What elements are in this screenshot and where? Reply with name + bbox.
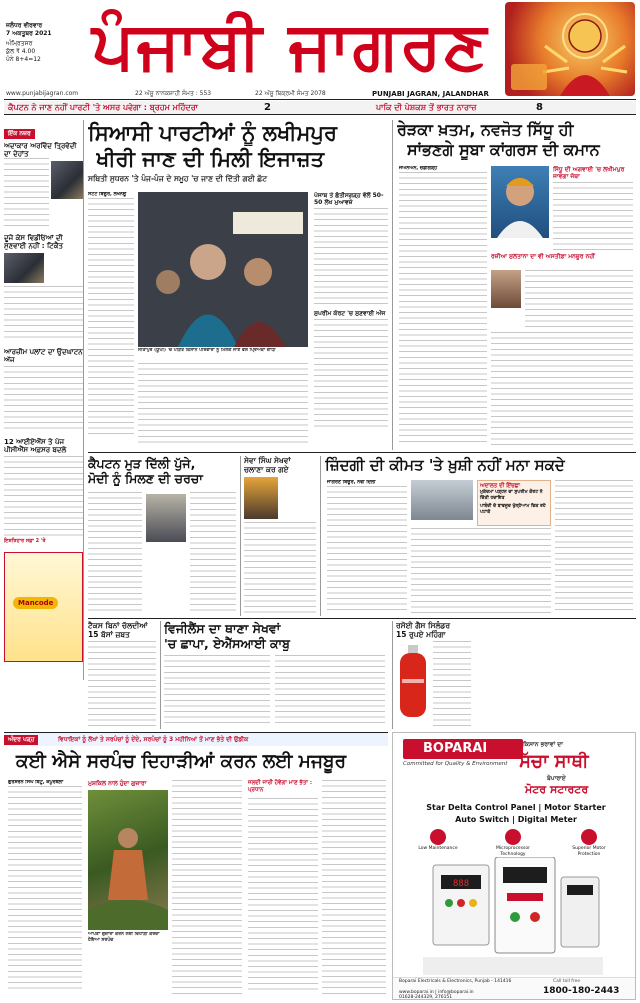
bus-headline-1[interactable]: ਟੈਕਸ ਬਿਨਾਂ ਚੱਲਦੀਆਂ: [88, 621, 148, 630]
masthead: [0, 0, 640, 100]
court-box-item-2: ਪਾਬੰਦੀ ਦੇ ਬਾਵਜੂਦ ਖੁੱਲ੍ਹੇਆਮ ਵਿਕ ਰਹੇ ਪਟਾਕੇ: [480, 504, 546, 515]
ad-web-url[interactable]: www.boparai.in: [399, 990, 434, 995]
edition-pages: ਪੰਨੇ 8+4=12: [6, 56, 41, 63]
razia-photo: [491, 270, 521, 308]
sarpanch-story: [4, 750, 388, 998]
sarpanch-sub-2[interactable]: ਜਲਦੀ ਜਾਰੀ ਹੋਵੇਗਾ ਮਾਣ ਭੱਤਾ : ਪ੍ਰਧਾਨ: [248, 780, 313, 793]
sidebar-headline-3[interactable]: ਆਰਜ਼ੀਮ ਪਲਾਂਟ ਦਾ ਉਦਘਾਟਨ ਅੱਜ: [4, 348, 83, 364]
bottom-banner-text[interactable]: ਵਿਧਾਇਕਾਂ ਨੂੰ ਲੱਖਾਂ ਤੇ ਸਰਪੰਚਾਂ ਨੂੰ ਦੇਂਦੇ, ਸਰਪੰਚਾਂ ਨੂੰ 3 ਮਹੀਨਿਆਂ ਤੋਂ ਮਾਣ ਭੱਤੇ ਦੀ ਉਡੀਕ: [58, 736, 249, 743]
ad-web: www.boparai.in | info@boparai.in: [399, 990, 474, 995]
website-url[interactable]: www.punjabijagran.com: [6, 90, 79, 97]
ad-feature-2-label: Microprocessor Technology: [495, 846, 530, 857]
edition-city: ਅੰਮ੍ਰਿਤਸਰ: [6, 40, 33, 47]
gas-headline-1[interactable]: ਰਸੋਈ ਗੈਸ ਸਿਲੰਡਰ: [396, 621, 451, 630]
vigilance-headline-1[interactable]: ਵਿਜੀਲੈਂਸ ਦਾ ਥਾਣਾ ਸੇਖਵਾਂ: [164, 621, 281, 636]
ticker-bar: [4, 101, 636, 115]
ad-pun-4: ਮੋਟਰ ਸਟਾਰਟਰ: [525, 783, 589, 796]
sarpanch-sub-1[interactable]: ਮੁਸ਼ਕਿਲ ਨਾਲ ਹੁੰਦਾ ਗੁਜ਼ਾਰਾ: [88, 780, 147, 787]
sidhu-story: [392, 120, 636, 450]
ad-logo: [403, 739, 523, 759]
lead-photo: [138, 192, 308, 347]
court-photo: [411, 480, 473, 520]
sarpanch-body-2: [172, 780, 242, 994]
ticker-right[interactable]: ਪਾਕਿ ਦੀ ਪੇਸ਼ਕਸ਼ ਤੋਂ ਭਾਰਤ ਨਾਰਾਜ਼: [376, 103, 477, 112]
farmer-photo-icon: [88, 790, 168, 930]
lead-side-body-1: [314, 208, 388, 304]
boparai-ad[interactable]: [392, 732, 636, 1000]
lead-side-1[interactable]: ਪੰਜਾਬ ਤੇ ਛੱਤੀਸਗੜ੍ਹ ਵੱਲੋਂ 50-50 ਲੱਖ ਮੁਆਵਜ਼ੇ: [314, 192, 384, 206]
crowd-photo-icon: [138, 192, 308, 347]
court-headline[interactable]: ਜ਼ਿੰਦਗੀ ਦੀ ਕੀਮਤ 'ਤੇ ਖ਼ੁਸ਼ੀ ਨਹੀਂ ਮਨਾ ਸਕਦੇ: [325, 456, 565, 474]
sidebar-section-label: ਇੱਕ ਨਜ਼ਰ: [4, 129, 35, 139]
row-rule-2: [88, 618, 636, 619]
lead-body: [88, 192, 134, 442]
sidebar-headline-1[interactable]: ਅਦਾਕਾਰ ਅਰਵਿੰਦ ਤ੍ਰਿਵੇਦੀ ਦਾ ਦੇਹਾਂਤ: [4, 142, 77, 158]
court-story: [320, 456, 636, 616]
low-maintenance-icon: [430, 829, 446, 845]
ticker-right-page: 8: [536, 102, 543, 113]
sarpanch-photo: [88, 790, 168, 930]
festival-artwork: [505, 2, 635, 96]
sarpanch-body: [8, 780, 82, 994]
court-box: [477, 480, 551, 526]
sidhu-headline-1[interactable]: ਰੇੜਕਾ ਖ਼ਤਮ, ਨਵਜੋਤ ਸਿੱਧੂ ਹੀ: [397, 120, 574, 139]
sarpanch-body-4: [322, 780, 386, 994]
lead-side-body-2: [314, 319, 388, 429]
sidhu-side-1[interactable]: ਸਿੱਧੂ ਦੀ ਅਗਵਾਈ 'ਚ ਲਖੀਮਪੁਰ ਜਾਵੇਗਾ ਜੱਥਾ: [553, 166, 625, 180]
ad-email[interactable]: info@boparai.in: [438, 990, 474, 995]
sarpanch-caption: ਆਪਣਾ ਗੁਜ਼ਾਰਾ ਕਰਨ ਲਈ ਦਿਹਾੜੀ ਕਰਦਾ ਹੋਇਆ ਸਰਪੰਚ: [88, 932, 160, 943]
sidebar-continue[interactable]: ਇਸ਼ਤਿਹਾਰ ਸਫ਼ਾ 2 'ਤੇ: [4, 538, 46, 544]
sidhu-side-2[interactable]: ਰਜ਼ੀਆ ਸੁਲਤਾਨਾ ਦਾ ਵੀ ਅਸਤੀਫ਼ਾ ਮਨਜ਼ੂਰ ਨਹੀਂ: [491, 253, 595, 260]
sidebar: [4, 120, 84, 680]
sidebar-ad[interactable]: [4, 552, 83, 662]
ticker-left-page: 2: [264, 102, 271, 113]
sidhu-dateline: ਜੇਐੱਨਐੱਨ, ਚੰਡੀਗੜ੍ਹ: [399, 166, 438, 171]
edition-day: ਜਲੰਧਰ ਵੀਰਵਾਰ: [6, 22, 43, 29]
microprocessor-icon: [505, 829, 521, 845]
svg-text:888: 888: [452, 879, 470, 889]
sidebar-headline-4[interactable]: 12 ਆਈਏਐੱਸ ਤੇ ਪੰਜ ਪੀਸੀਐੱਸ ਅਫ਼ਸਰ ਬਦਲੇ: [4, 438, 67, 454]
bus-body: [88, 641, 156, 727]
bus-story: [88, 621, 156, 729]
lead-deck: ਸਥਿਤੀ ਸੁਧਰਨ 'ਤੇ ਪੰਜ-ਪੰਜ ਦੇ ਸਮੂਹ 'ਚ ਜਾਣ ਦੀ ਦਿੱਤੀ ਗਈ ਛੋਟ: [88, 174, 268, 183]
sidhu-side-1-wrap: [553, 166, 633, 252]
sarpanch-body-3: [248, 798, 318, 994]
sidebar-headline-2[interactable]: ਦੂਜੇ ਕੇਸ ਵਿਡੀਓਆਂ ਦੀ ਸੁਣਵਾਈ ਨਹੀਂ : ਟਿਕੈਤ: [4, 234, 63, 250]
samvat-1: 22 ਅੱਸੂ ਨਾਨਕਸ਼ਾਹੀ ਸੰਮਤ : 553: [135, 90, 212, 97]
court-box-title: ਅਦਾਲਤ ਦੀ ਇੱਚਛਾ: [480, 483, 520, 489]
ad-feature-3: [561, 829, 617, 857]
ticker-rule: [4, 99, 636, 100]
ad-feature-3-label: Superior Motor Protection: [572, 846, 606, 857]
ad-products-2: Auto Switch | Digital Meter: [455, 815, 577, 824]
lead-body-2: [138, 363, 308, 443]
bus-headline-2[interactable]: 15 ਬੱਸਾਂ ਜ਼ਬਤ: [88, 630, 130, 639]
deity-illustration-icon: [505, 2, 635, 96]
ad-tollfree[interactable]: 1800-180-2443: [543, 986, 620, 996]
sidebar-body-2: [4, 286, 83, 342]
samvat-2: 22 ਅੱਸੂ ਬਿਕ੍ਰਮੀ ਸੰਮਤ 2078: [255, 90, 326, 97]
captain-headline-1[interactable]: ਕੈਪਟਨ ਮੁੜ ਦਿੱਲੀ ਪੁੱਜੇ,: [88, 456, 196, 471]
edition-info: [6, 22, 76, 64]
sarpanch-dateline: ਗੁਰਸ਼ਰਨ ਸਿੰਘ ਬਿੱਟੂ, ਕਪੂਰਥਲਾ: [8, 780, 64, 785]
ad-tollfree-label: Call toll free: [553, 979, 581, 984]
motor-protection-icon: [581, 829, 597, 845]
edition-price: ਕੁੱਲ ₹ 4.00: [6, 48, 36, 55]
captain-body: [88, 492, 142, 614]
bottom-banner: [4, 732, 388, 746]
ad-footer: [393, 977, 636, 1000]
court-body-3: [555, 480, 633, 614]
vigilance-headline-2[interactable]: 'ਚ ਛਾਪਾ, ਏਐੱਸਆਈ ਕਾਬੂ: [164, 636, 290, 651]
lead-headline-1[interactable]: ਸਿਆਸੀ ਪਾਰਟੀਆਂ ਨੂੰ ਲਖੀਮਪੁਰ: [88, 121, 337, 145]
sewa-story: [240, 456, 316, 616]
sewa-headline-1[interactable]: ਸੇਵਾ ਸਿੰਘ ਸੇਖਵਾਂ: [244, 456, 291, 465]
gas-body: [433, 641, 471, 727]
sidhu-side-body-2: [525, 270, 633, 328]
ticker-left[interactable]: ਕੈਪਟਨ ਨੇ ਜਾਣ ਨਹੀਂ ਪਾਰਟੀ 'ਤੇ ਅਸਰ ਪਵੇਗਾ : ਬ੍ਰਹਮ ਮਹਿੰਦਰਾ: [8, 103, 198, 112]
ad-feature-1-label: Low Maintenance: [418, 846, 458, 851]
lead-headline-2[interactable]: ਖੀਰੀ ਜਾਣ ਦੀ ਮਿਲੀ ਇਜਾਜ਼ਤ: [96, 147, 325, 171]
gas-story: [392, 621, 472, 729]
edition-date: 7 ਅਕਤੂਬਰ 2021: [6, 30, 52, 37]
lead-story: [88, 120, 388, 450]
sidhu-side-body-1: [553, 182, 633, 252]
sidebar-photo-1: [51, 161, 83, 199]
court-dateline: ਜਾਗਰਣ ਬਿਊਰੋ, ਨਵੀਂ ਦਿੱਲੀ: [327, 480, 376, 485]
sidhu-body-2: [491, 332, 633, 446]
sewa-photo: [244, 477, 278, 519]
sidebar-ad-brand: Mancode: [13, 597, 58, 609]
ad-pun-1: ਕਿਸਾਨ ਭਰਾਵਾਂ ਦਾ: [523, 741, 563, 748]
ad-feature-2: [485, 829, 541, 857]
lead-side: [314, 192, 388, 442]
ad-tagline: Committed for Quality & Environment: [403, 761, 508, 767]
sidebar-body-3: [4, 366, 83, 432]
court-box-item-1: ਮੁਕੱਦਮਾ ਪੜ੍ਹਨ ਦਾ ਸੁਪਰੀਮ ਕੋਰਟ ਨੇ ਦਿੱਤੀ ਹਦਾਇਤ: [480, 490, 543, 501]
ad-products-1: Star Delta Control Panel | Motor Starter: [426, 803, 606, 812]
vigilance-body-2: [275, 655, 385, 727]
sidebar-body-4: [4, 456, 83, 536]
sidebar-photo-2: [4, 253, 44, 283]
gas-headline-2[interactable]: 15 ਰੁਪਏ ਮਹਿੰਗਾ: [396, 630, 446, 639]
lead-side-2[interactable]: ਸੁਪਰੀਮ ਕੋਰਟ 'ਚ ਸੁਣਵਾਈ ਅੱਜ: [314, 310, 386, 317]
ad-feature-1: [413, 829, 463, 852]
ad-brand: BOPARAI: [423, 741, 488, 756]
bottom-tag: ਅੰਦਰ ਪੜ੍ਹ: [4, 735, 38, 745]
sarpanch-headline[interactable]: ਕਈ ਐਸੇ ਸਰਪੰਚ ਦਿਹਾੜੀਆਂ ਕਰਨ ਲਈ ਮਜਬੂਰ: [16, 751, 347, 772]
gas-cylinder-icon: [396, 643, 430, 723]
lead-caption: ਸੀਤਾਪੁਰ (ਯੂਪੀ) 'ਚ ਪੀੜਤ ਕਿਸਾਨ ਪਰਿਵਾਰਾਂ ਨੂੰ ਮਿਲਣ ਜਾਣ ਵੇਲੇ ਪ੍ਰਿਅੰਕਾ ਗਾਂਧੀ: [138, 348, 276, 353]
ad-pun-2: ਸੱਚਾ ਸਾਥੀ: [519, 751, 589, 772]
masthead-title: ਪੰਜਾਬੀ ਜਾਗਰਣ: [92, 7, 489, 84]
captain-body-2: [190, 492, 236, 614]
vigilance-story: [160, 621, 388, 729]
sidhu-headline-2[interactable]: ਸਾਂਭਣਗੇ ਸੂਬਾ ਕਾਂਗਰਸ ਦੀ ਕਮਾਨ: [407, 140, 600, 159]
captain-story: [88, 456, 236, 616]
ad-company: Boparai Electricals & Electronics, Punjab - 141416: [399, 979, 512, 984]
publisher-name: PUNJABI JAGRAN, JALANDHAR: [372, 90, 489, 98]
sewa-body: [244, 522, 316, 614]
sidebar-body-1: [4, 158, 49, 228]
vigilance-body: [164, 655, 270, 727]
court-body: [327, 480, 407, 614]
captain-headline-2[interactable]: ਮੋਦੀ ਨੂੰ ਮਿਲਣ ਦੀ ਚਰਚਾ: [88, 471, 203, 486]
ad-pun-3: ਬੋਪਾਰਾਏ: [547, 775, 566, 782]
captain-photo: [146, 494, 186, 542]
mid-rule: [88, 452, 636, 453]
sewa-headline-2[interactable]: ਚਲਾਣਾ ਕਰ ਗਏ: [244, 465, 289, 474]
sidhu-photo: [491, 166, 549, 238]
portrait-icon: [491, 166, 549, 238]
lead-dateline: ਸਟੇਟ ਬਿਊਰੋ, ਲਖਨਊ: [88, 192, 127, 197]
court-body-2: [411, 528, 551, 614]
ad-phone: 01628-244329, 276151: [399, 995, 453, 1000]
control-panel-products-icon: [423, 857, 603, 977]
sidhu-body: [399, 166, 487, 446]
